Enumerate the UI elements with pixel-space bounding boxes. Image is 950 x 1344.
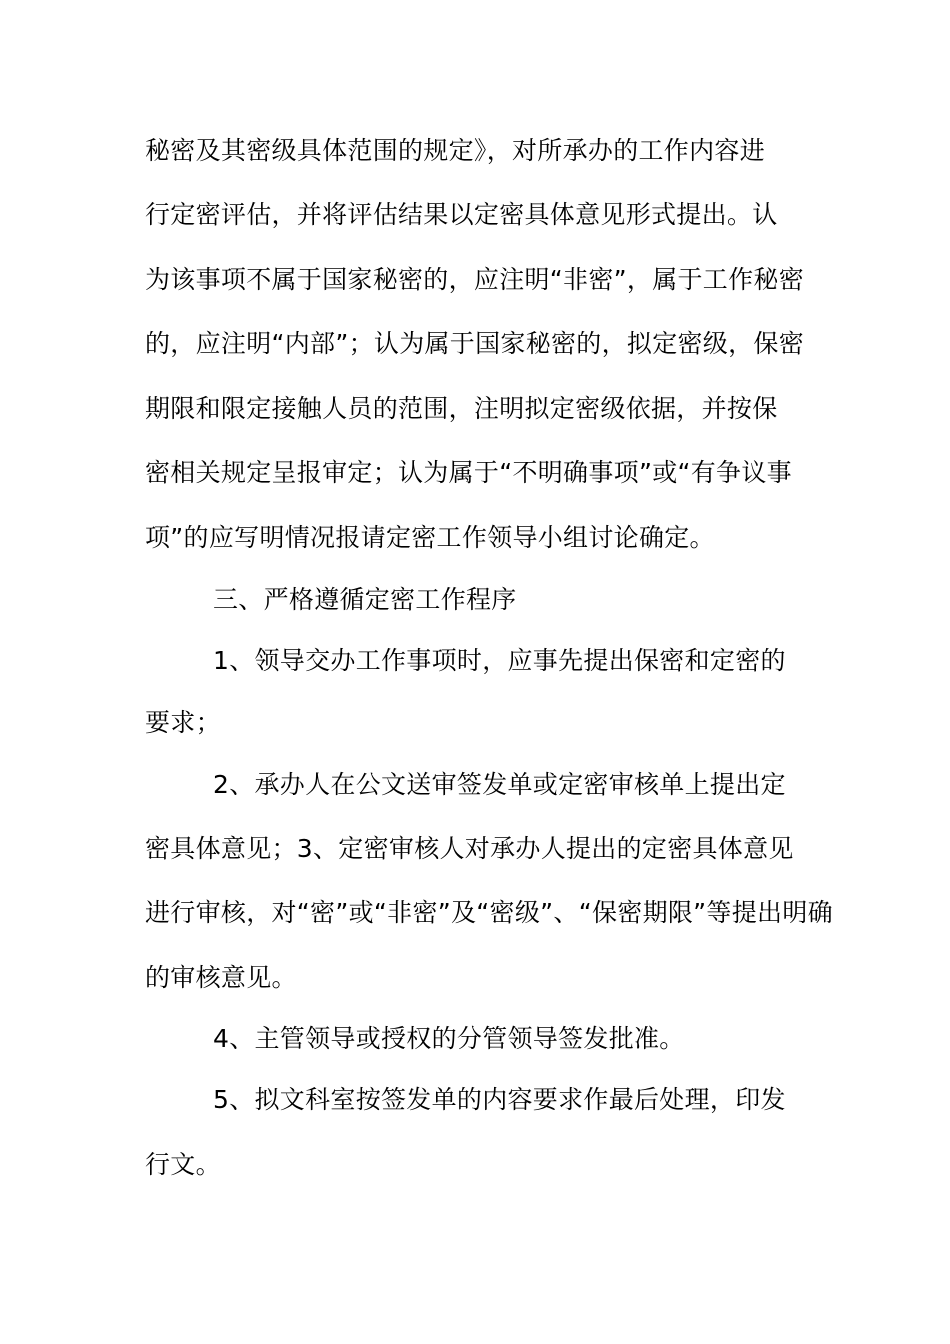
text-line: 的审核意见。 bbox=[145, 963, 297, 992]
text-line: 行文。 bbox=[145, 1150, 221, 1179]
list-item-1: 1、领导交办工作事项时，应事先提出保密和定密的 bbox=[213, 646, 786, 675]
text-line: 密具体意见；3、定密审核人对承办人提出的定密具体意见 bbox=[145, 834, 794, 863]
list-item-2: 2、承办人在公文送审签发单或定密审核单上提出定 bbox=[213, 770, 786, 799]
section-heading: 三、严格遵循定密工作程序 bbox=[213, 585, 517, 614]
text-line: 进行审核，对“密”或“非密”及“密级”、“保密期限”等提出明确 bbox=[145, 898, 833, 927]
text-line: 秘密及其密级具体范围的规定》，对所承办的工作内容进 bbox=[145, 136, 766, 165]
list-item-4: 4、主管领导或授权的分管领导签发批准。 bbox=[213, 1024, 685, 1053]
text-line: 为该事项不属于国家秘密的，应注明“非密”，属于工作秘密 bbox=[145, 265, 805, 294]
text-line: 的，应注明“内部”；认为属于国家秘密的，拟定密级，保密 bbox=[145, 329, 805, 358]
text-line: 要求； bbox=[145, 708, 221, 737]
text-line: 密相关规定呈报审定；认为属于“不明确事项”或“有争议事 bbox=[145, 458, 792, 487]
list-item-5: 5、拟文科室按签发单的内容要求作最后处理，印发 bbox=[213, 1085, 786, 1114]
text-line: 项”的应写明情况报请定密工作领导小组讨论确定。 bbox=[145, 523, 715, 552]
text-line: 行定密评估，并将评估结果以定密具体意见形式提出。认 bbox=[145, 200, 778, 229]
text-line: 期限和限定接触人员的范围，注明拟定密级依据，并按保 bbox=[145, 394, 778, 423]
